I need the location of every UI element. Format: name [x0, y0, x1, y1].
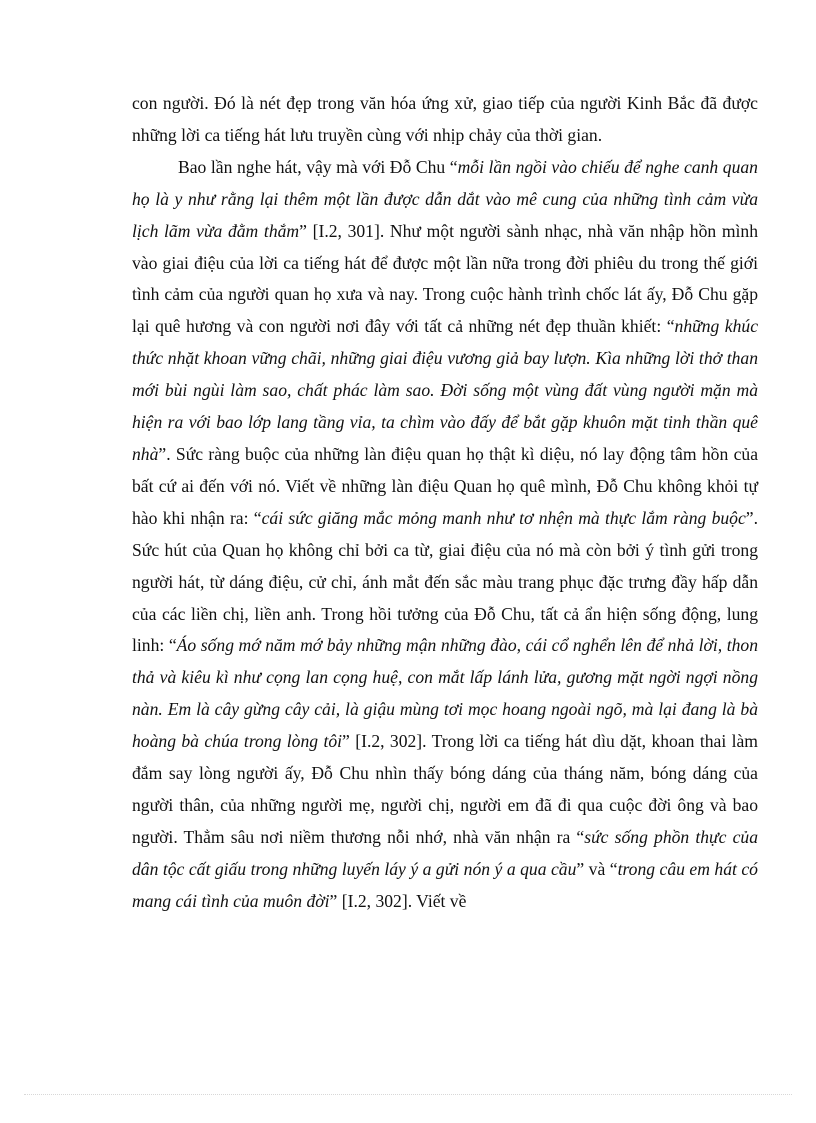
- paragraph-do-chu-quan-ho: [132, 152, 758, 918]
- text-segment: ”. Sức ràng buộc của những làn điệu quan họ thật kì diệu, nó lay động tâm hồn của bất cứ ai đến với nó. Viết về những làn điệu Quan họ quê mình, Đỗ Chu không khỏi tự hào khi nhận ra: “: [132, 443, 758, 528]
- page-bottom-edge: [24, 1094, 792, 1095]
- quote-italic: mỗi lần ngồi vào chiếu để nghe canh quan họ là y như rằng lại thêm một lần được dẫn dắt vào mê cung của những tình cảm vừa lịch lãm vừa đằm thắm: [132, 156, 758, 241]
- text-segment: ”. Sức hút của Quan họ không chỉ bởi ca từ, giai điệu của nó mà còn bởi ý tình gửi trong người hát, từ dáng điệu, cử chỉ, ánh mắt đến sắc màu trang phục đặc trưng đầy hấp dẫn của các liền chị, liền anh. Trong hồi tưởng của Đỗ Chu, tất cả ẩn hiện sống động, lung linh: “: [132, 507, 758, 656]
- text-segment: ” [I.2, 302]. Viết về: [329, 890, 467, 911]
- text-segment: ” [I.2, 301]. Như một người sành nhạc, nhà văn nhập hồn mình vào giai điệu của lời ca tiếng hát để được một lần nữa trong đời phiêu du trong thế giới tình cảm của người quan họ xưa và nay. Trong cuộc hành trình chốc lát ấy, Đỗ Chu gặp lại quê hương và con người nơi đây với tất cả những nét đẹp thuần khiết: “: [132, 220, 759, 337]
- quote-italic: trong câu em hát có mang cái tình của muôn đời: [132, 858, 758, 911]
- quote-italic: cái sức giăng mắc mỏng manh như tơ nhện mà thực lắm ràng buộc: [261, 507, 746, 528]
- body-text: [132, 88, 758, 918]
- quote-italic: Áo sống mớ năm mớ bảy những mận những đào, cái cổ nghển lên để nhả lời, thon thả và kiêu kì như cọng lan cọng huệ, con mắt lấp lánh lửa, gương mặt ngời ngợi nồng nàn. Em là cây gừng cây cải, là giậu mùng tơi mọc hoang ngoài ngõ, mà lại đang là bà hoàng bà chúa trong lòng tôi: [132, 635, 758, 752]
- text-segment: Bao lần nghe hát, vậy mà với Đỗ Chu “: [178, 156, 458, 177]
- paragraph-continuation: [132, 88, 758, 152]
- quote-italic: những khúc thức nhặt khoan vững chãi, những giai điệu vương giả bay lượn. Kìa những lời thở than mới bùi ngùi làm sao, chất phác làm sao. Đời sống một vùng đất vùng người mặn mà hiện ra với bao lớp lang tầng vỉa, ta chìm vào đấy để bắt gặp khuôn mặt tinh thần quê nhà: [132, 316, 758, 464]
- quote-italic: sức sống phồn thực của dân tộc cất giấu trong những luyến láy ý a gửi nón ý a qua cầu: [132, 826, 759, 879]
- paragraph-1-text: con người. Đó là nét đẹp trong văn hóa ứng xử, giao tiếp của người Kinh Bắc đã được những lời ca tiếng hát lưu truyền cùng với nhịp chảy của thời gian.: [132, 93, 758, 145]
- text-segment: ” [I.2, 302]. Trong lời ca tiếng hát dìu dặt, khoan thai làm đắm say lòng người ấy, Đỗ Chu nhìn thấy bóng dáng của tháng năm, bóng dáng của người thân, của những người mẹ, người chị, người em đã đi qua cuộc đời ông và bao người. Thẳm sâu nơi niềm thương nỗi nhớ, nhà văn nhận ra “: [132, 731, 758, 847]
- text-segment: ” và “: [576, 858, 618, 879]
